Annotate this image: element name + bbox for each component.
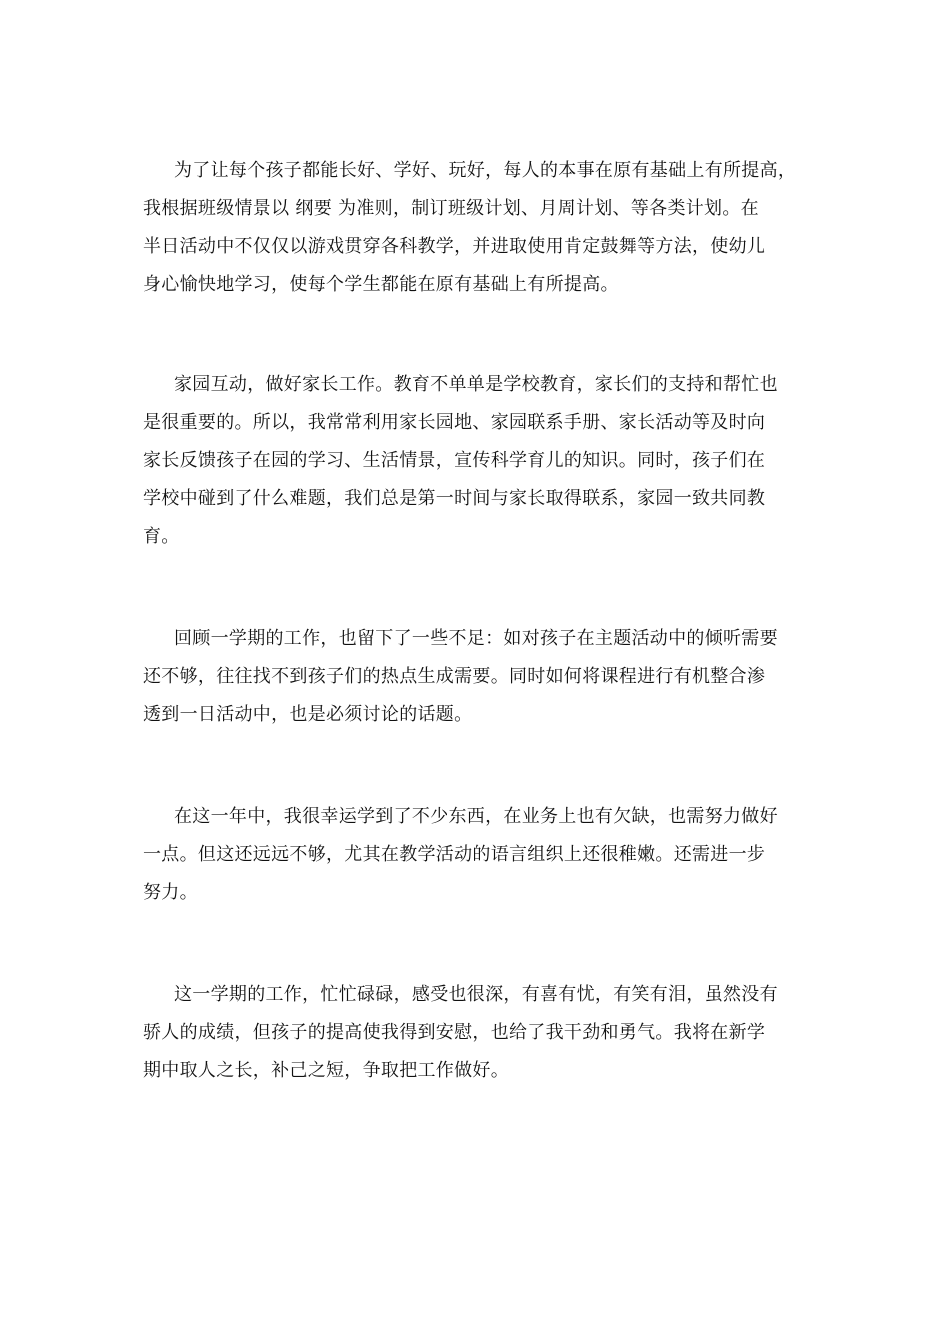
paragraph-line: 透到一日活动中，也是必须讨论的话题。 bbox=[143, 704, 473, 725]
paragraph-line: 这一学期的工作，忙忙碌碌，感受也很深，有喜有忧，有笑有泪，虽然没有 bbox=[174, 984, 778, 1005]
paragraph-line: 回顾一学期的工作，也留下了一些不足：如对孩子在主题活动中的倾听需要 bbox=[174, 628, 778, 649]
paragraph-line: 育。 bbox=[143, 526, 180, 547]
paragraph-line: 还不够，往往找不到孩子们的热点生成需要。同时如何将课程进行有机整合渗 bbox=[143, 666, 766, 687]
paragraph-line: 努力。 bbox=[143, 882, 198, 903]
paragraph-shortcomings bbox=[143, 620, 823, 734]
paragraph-line: 半日活动中不仅仅以游戏贯穿各科教学，并进取使用肯定鼓舞等方法，使幼儿 bbox=[143, 236, 766, 257]
paragraph-line: 身心愉快地学习，使每个学生都能在原有基础上有所提高。 bbox=[143, 274, 619, 295]
paragraph-parents bbox=[143, 366, 823, 556]
paragraph-line: 是很重要的。所以，我常常利用家长园地、家园联系手册、家长活动等及时向 bbox=[143, 412, 766, 433]
paragraph-line: 家园互动，做好家长工作。教育不单单是学校教育，家长们的支持和帮忙也 bbox=[174, 374, 778, 395]
paragraph-line: 为了让每个孩子都能长好、学好、玩好，每人的本事在原有基础上有所提高， bbox=[174, 160, 797, 181]
paragraph-line: 一点。但这还远远不够，尤其在教学活动的语言组织上还很稚嫩。还需进一步 bbox=[143, 844, 766, 865]
paragraph-line: 家长反馈孩子在园的学习、生活情景，宣传科学育儿的知识。同时，孩子们在 bbox=[143, 450, 766, 471]
paragraph-learning bbox=[143, 798, 823, 912]
paragraph-line: 期中取人之长，补己之短，争取把工作做好。 bbox=[143, 1060, 509, 1081]
paragraph-line: 学校中碰到了什么难题，我们总是第一时间与家长取得联系，家园一致共同教 bbox=[143, 488, 766, 509]
paragraph-line: 骄人的成绩，但孩子的提高使我得到安慰，也给了我干劲和勇气。我将在新学 bbox=[143, 1022, 766, 1043]
paragraph-plan bbox=[143, 152, 823, 304]
paragraph-line: 在这一年中，我很幸运学到了不少东西，在业务上也有欠缺，也需努力做好 bbox=[174, 806, 778, 827]
paragraph-line: 我根据班级情景以 纲要 为准则，制订班级计划、月周计划、等各类计划。在 bbox=[143, 198, 759, 219]
paragraph-conclusion bbox=[143, 976, 823, 1090]
